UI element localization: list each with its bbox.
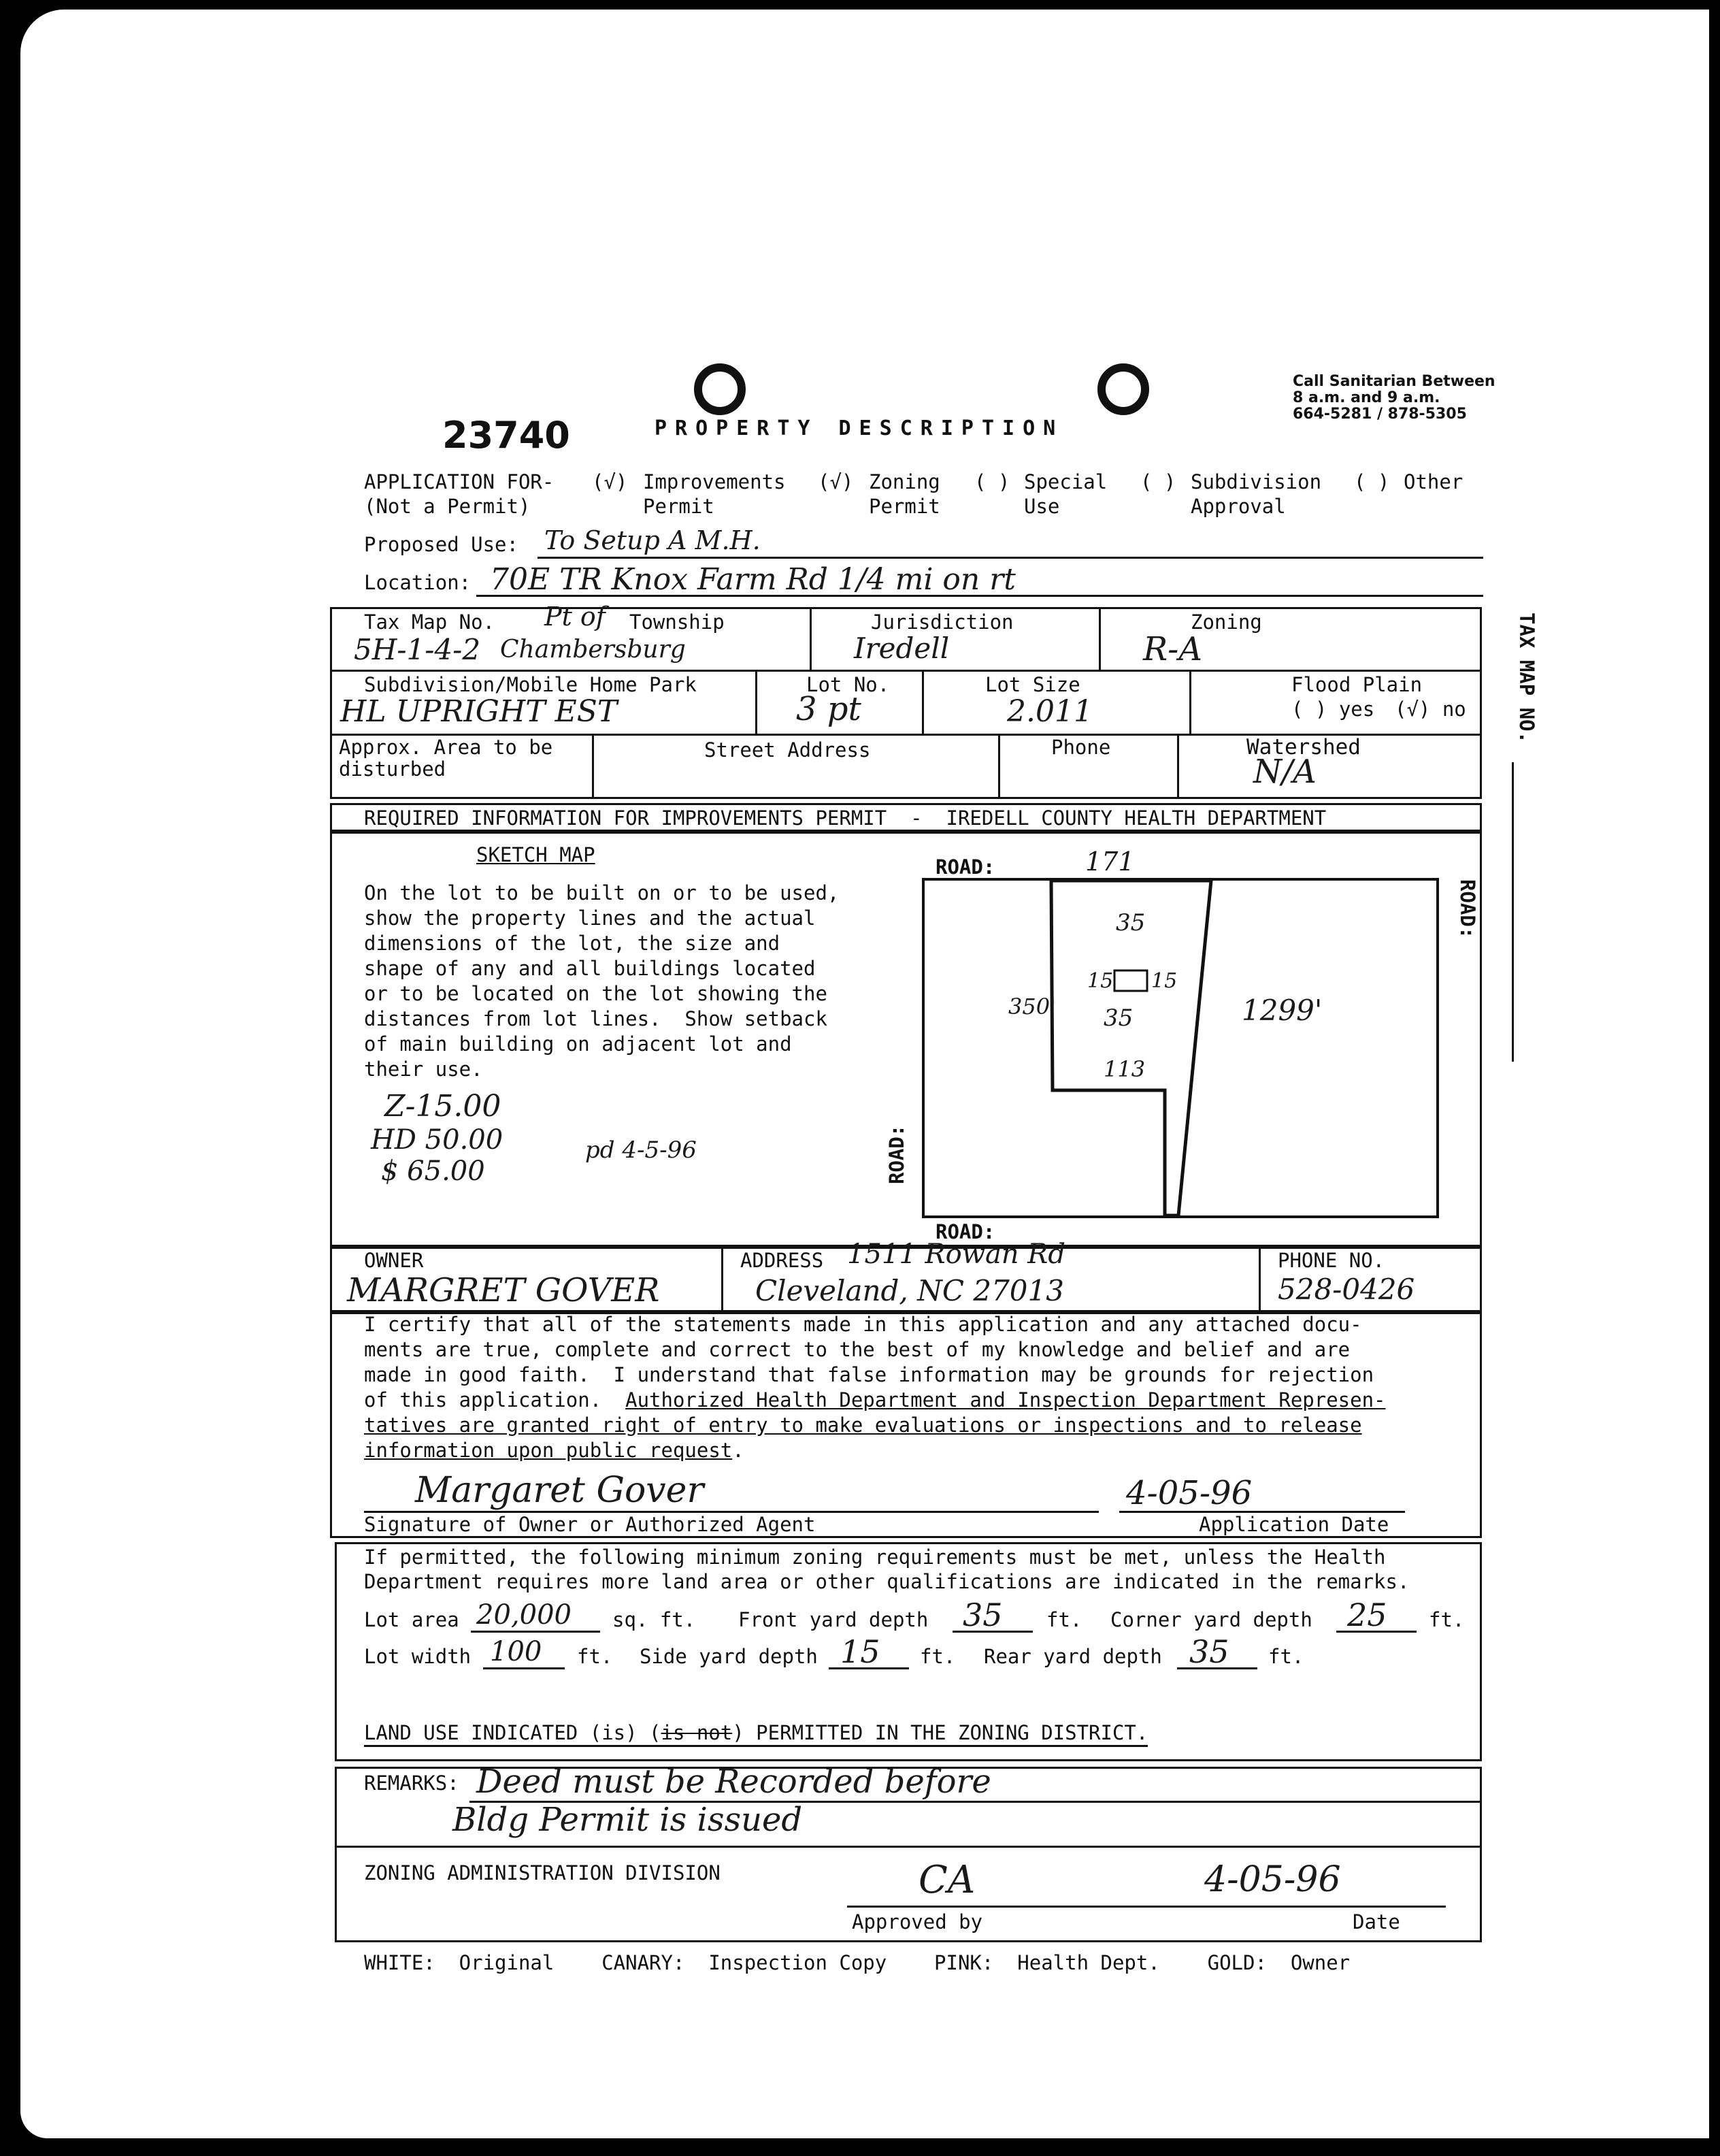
fees-note: pd 4-5-96 [585, 1137, 697, 1164]
call-sanitarian-line1: Call Sanitarian Between [1293, 373, 1495, 390]
flood-plain-yes: ( ) yes [1291, 698, 1375, 721]
flood-plain-no: (√) no [1395, 698, 1466, 721]
rear-yard-label: Rear yard depth [984, 1645, 1162, 1668]
zoning-value: R-A [1143, 630, 1203, 668]
option-improvements-line2: Permit [643, 495, 714, 518]
approved-by-value: CA [919, 1858, 976, 1902]
dim-top: 35 [1116, 909, 1146, 936]
owner-value: MARGRET GOVER [347, 1271, 660, 1309]
punch-hole-left [694, 363, 746, 415]
jurisdiction-value: Iredell [854, 632, 950, 665]
front-yard-label: Front yard depth [738, 1608, 929, 1631]
required-info-header: REQUIRED INFORMATION FOR IMPROVEMENTS PERMIT - IREDELL COUNTY HEALTH DEPARTMENT [364, 806, 1327, 830]
phone-label: Phone [1051, 736, 1111, 759]
corner-yard-label: Corner yard depth [1110, 1608, 1312, 1631]
sketch-instruction-4: shape of any and all buildings located [364, 957, 816, 980]
option-subdivision-line2: Approval [1191, 495, 1286, 518]
approx-area-label-line1: Approx. Area to be [339, 736, 553, 759]
lot-size-label: Lot Size [985, 673, 1080, 696]
certification-line-6-b: . [732, 1439, 744, 1462]
table-row-divider-1 [330, 670, 1482, 672]
proposed-use-value: To Setup A M.H. [544, 525, 761, 555]
road-right-label: ROAD: [1456, 879, 1479, 939]
location-line [476, 595, 1483, 597]
lot-width-line [483, 1667, 565, 1669]
lot-area-line [471, 1631, 600, 1633]
table-col-divider-lotno [755, 670, 757, 734]
sketch-instruction-8: their use. [364, 1058, 483, 1081]
certification-line-1: I certify that all of the statements made in this application and any attached docu- [364, 1313, 1362, 1336]
owner-label: OWNER [364, 1249, 424, 1272]
zoning-label: Zoning [1191, 610, 1262, 634]
road-bottom-label: ROAD: [936, 1220, 995, 1243]
tax-map-no-side-label: TAX MAP NO. [1515, 612, 1538, 744]
corner-yard-value: 25 [1347, 1597, 1387, 1633]
flood-plain-label: Flood Plain [1291, 673, 1423, 696]
approx-area-label-line2: disturbed [339, 757, 446, 781]
lot-no-label: Lot No. [806, 673, 890, 696]
table-col-divider-street [592, 734, 594, 799]
side-yard-label: Side yard depth [640, 1645, 818, 1668]
watershed-label: Watershed [1246, 735, 1361, 760]
option-special-line1: Special [1024, 470, 1108, 493]
road-top-value: 171 [1085, 847, 1135, 877]
copy-distribution-footer: WHITE: Original CANARY: Inspection Copy PINK: Health Dept. GOLD: Owner [364, 1951, 1351, 1974]
zoning-req-line1: If permitted, the following minimum zoning requirements must be met, unless the Health [364, 1546, 1386, 1569]
certification-line-6-a: information upon public request [364, 1439, 733, 1462]
application-date-value: 4-05-96 [1126, 1474, 1253, 1512]
certification-line-5: tatives are granted right of entry to make evaluations or inspections and to release [364, 1414, 1362, 1437]
dim-bottom-setback: 35 [1104, 1004, 1134, 1032]
owner-col-divider-address [721, 1247, 723, 1312]
table-col-divider-lotsize [922, 670, 924, 734]
owner-col-divider-phone [1259, 1247, 1261, 1312]
sketch-instruction-7: of main building on adjacent lot and [364, 1032, 792, 1056]
road-left-label: ROAD: [885, 1124, 908, 1184]
land-use-part-b: ) PERMITTED IN THE ZONING DISTRICT. [732, 1721, 1148, 1744]
fees-line1: Z-15.00 [384, 1089, 501, 1124]
address-line2: Cleveland, NC 27013 [755, 1274, 1064, 1307]
lot-area-unit: sq. ft. [612, 1608, 696, 1631]
phone-no-label: PHONE NO. [1278, 1249, 1385, 1272]
table-col-divider-flood [1189, 670, 1191, 734]
side-yard-value: 15 [840, 1633, 880, 1670]
building-outline [1114, 970, 1147, 991]
address-label: ADDRESS [740, 1249, 824, 1272]
certification-line-4 [364, 1388, 1386, 1412]
subdivision-value: HL UPRIGHT EST [340, 694, 618, 729]
sketch-instruction-1: On the lot to be built on or to be used, [364, 881, 840, 904]
option-improvements-mark: (√) [592, 470, 628, 493]
call-sanitarian-line2: 8 a.m. and 9 a.m. [1293, 389, 1440, 406]
tax-map-no-extra: Pt of [544, 602, 606, 632]
application-for-label: APPLICATION FOR- [364, 470, 555, 493]
certification-line-3: made in good faith. I understand that false information may be grounds for rejection [364, 1363, 1374, 1386]
option-subdivision-line1: Subdivision [1191, 470, 1322, 493]
certification-line-4-a: of this application. [364, 1388, 626, 1411]
tax-map-no-label: Tax Map No. [364, 610, 495, 634]
approved-by-label: Approved by [852, 1910, 983, 1933]
address-line1: 1511 Rowan Rd [847, 1239, 1065, 1270]
lot-no-value: 3 pt [796, 690, 861, 728]
dim-right-side: 1299' [1242, 994, 1323, 1027]
lot-size-value: 2.011 [1007, 694, 1093, 729]
proposed-use-label: Proposed Use: [364, 533, 518, 556]
approval-line [847, 1906, 1446, 1908]
zoning-admin-label: ZONING ADMINISTRATION DIVISION [364, 1861, 721, 1884]
street-address-label: Street Address [704, 738, 871, 762]
certification-line-6 [364, 1438, 744, 1463]
dim-left-setback: 15 [1087, 969, 1114, 993]
application-for-sublabel: (Not a Permit) [364, 495, 531, 518]
side-yard-line [829, 1667, 909, 1669]
subdivision-label: Subdivision/Mobile Home Park [364, 673, 697, 696]
dim-left-side: 350' [1008, 994, 1056, 1019]
proposed-use-line [538, 557, 1483, 559]
form-title: PROPERTY DESCRIPTION [655, 416, 1064, 440]
front-yard-unit: ft. [1046, 1608, 1082, 1631]
option-zoning-line1: Zoning [869, 470, 940, 493]
remarks-line2-rule [335, 1846, 1482, 1848]
rear-yard-line [1177, 1667, 1257, 1669]
lot-width-value: 100 [490, 1636, 542, 1667]
sketch-heading: SKETCH MAP [476, 843, 595, 866]
phone-no-value: 528-0426 [1278, 1273, 1415, 1306]
fees-line3: $ 65.00 [381, 1156, 485, 1187]
land-use-statement [364, 1720, 1148, 1747]
jurisdiction-label: Jurisdiction [871, 610, 1014, 634]
sketch-map [922, 878, 1439, 1218]
road-top-label: ROAD: [936, 855, 995, 879]
table-col-divider-jurisdiction [810, 607, 812, 670]
dim-right-setback: 15 [1151, 969, 1178, 993]
lot-width-unit: ft. [577, 1645, 613, 1668]
sketch-instruction-5: or to be located on the lot showing the [364, 982, 827, 1005]
certification-line-2: ments are true, complete and correct to the best of my knowledge and belief and are [364, 1338, 1351, 1361]
signature-value: Margaret Gover [415, 1470, 704, 1511]
township-label: Township [629, 610, 725, 634]
front-yard-value: 35 [963, 1597, 1003, 1633]
approval-date-label: Date [1353, 1910, 1400, 1933]
watershed-value: N/A [1253, 753, 1317, 791]
application-date-label: Application Date [1199, 1513, 1389, 1536]
corner-yard-unit: ft. [1429, 1608, 1465, 1631]
table-col-divider-phone [998, 734, 1000, 799]
location-label: Location: [364, 571, 472, 594]
sketch-instruction-6: distances from lot lines. Show setback [364, 1007, 827, 1030]
remarks-line1: Deed must be Recorded before [476, 1763, 991, 1801]
land-use-strike: is not [661, 1721, 733, 1744]
certification-line-4-b: Authorized Health Department and Inspection Department Represen- [625, 1388, 1386, 1411]
location-value: 70E TR Knox Farm Rd 1/4 mi on rt [490, 562, 1016, 597]
table-col-divider-zoning [1099, 607, 1101, 670]
rear-yard-value: 35 [1189, 1633, 1229, 1670]
dim-bottom: 113 [1104, 1056, 1146, 1082]
table-col-divider-watershed [1177, 734, 1179, 799]
township-value: Chambersburg [500, 636, 686, 664]
side-tab-line [1512, 762, 1514, 1062]
corner-yard-line [1336, 1631, 1417, 1633]
sketch-instruction-3: dimensions of the lot, the size and [364, 932, 780, 955]
rear-yard-unit: ft. [1268, 1645, 1304, 1668]
option-special-mark: ( ) [974, 470, 1010, 493]
remarks-line2: Bldg Permit is issued [452, 1801, 803, 1839]
fees-line2: HD 50.00 [371, 1124, 503, 1156]
call-sanitarian-line3: 664-5281 / 878-5305 [1293, 406, 1467, 423]
tax-map-no-value: 5H-1-4-2 [354, 633, 481, 666]
option-other-line1: Other [1404, 470, 1463, 493]
zoning-req-line2: Department requires more land area or other qualifications are indicated in the remarks. [364, 1570, 1410, 1593]
option-special-line2: Use [1024, 495, 1060, 518]
option-zoning-line2: Permit [869, 495, 940, 518]
lot-width-label: Lot width [364, 1645, 472, 1668]
option-zoning-mark: (√) [818, 470, 854, 493]
option-other-mark: ( ) [1354, 470, 1390, 493]
side-yard-unit: ft. [920, 1645, 956, 1668]
lot-area-label: Lot area [364, 1608, 459, 1631]
option-subdivision-mark: ( ) [1140, 470, 1176, 493]
punch-hole-right [1097, 363, 1149, 415]
form-number: 23740 [442, 414, 570, 457]
sketch-map-frame [923, 879, 1438, 1217]
remarks-label: REMARKS: [364, 1771, 459, 1795]
option-improvements-line1: Improvements [643, 470, 786, 493]
front-yard-line [953, 1631, 1033, 1633]
land-use-part-a: LAND USE INDICATED (is) ( [364, 1721, 661, 1744]
lot-area-value: 20,000 [476, 1599, 572, 1631]
signature-label: Signature of Owner or Authorized Agent [364, 1513, 816, 1536]
approval-date-value: 4-05-96 [1204, 1859, 1341, 1900]
sketch-instruction-2: show the property lines and the actual [364, 906, 816, 930]
